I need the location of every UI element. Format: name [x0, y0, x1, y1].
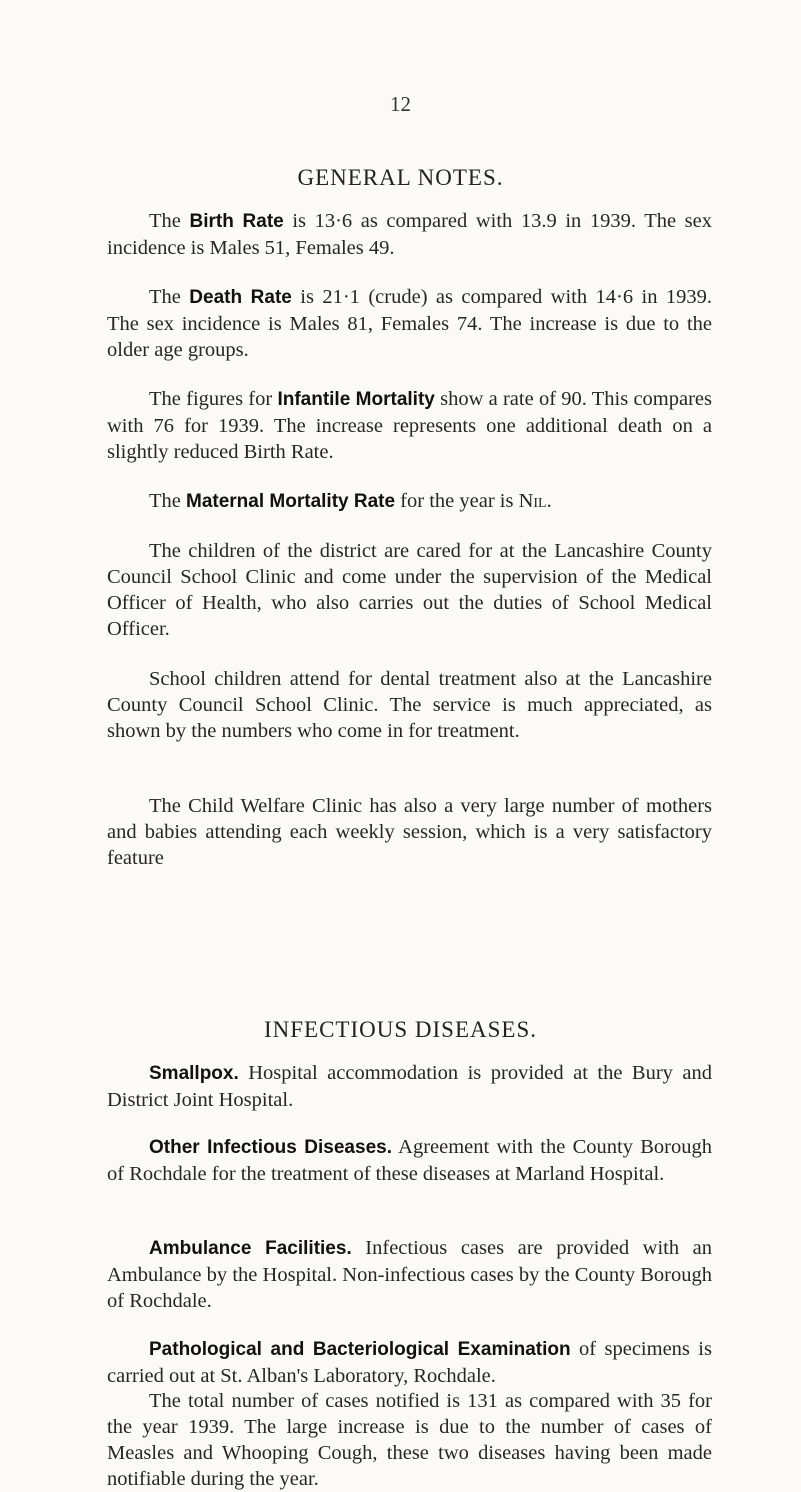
ambulance-label: Ambulance Facilities.: [149, 1238, 352, 1259]
school-clinic-paragraph: The children of the district are cared for at the Lancashire County Council School Clinic and come under the supervision of the Medical Officer of Health, who also carries out the duties of School Medical Officer.: [107, 540, 712, 640]
child-welfare-paragraph: The Child Welfare Clinic has also a very large number of mothers and babies attending each weekly session, which is a very satisfactory feature: [107, 795, 712, 869]
birth-rate-label: Birth Rate: [189, 211, 284, 232]
pathological-label: Pathological and Bacteriological Examination: [149, 1339, 571, 1360]
other-infectious-label: Other Infectious Diseases.: [149, 1137, 392, 1158]
birth-rate-paragraph: The Birth Rate is 13·6 as compared with 13.9 in 1939. The sex incidence is Males 51, Females 49.: [107, 210, 712, 259]
ambulance-paragraph: Ambulance Facilities. Infectious cases are provided with an Ambulance by the Hospital. Non-infectious cases by the County Borough of Rochdale.: [107, 1237, 712, 1312]
death-rate-paragraph: The Death Rate is 21·1 (crude) as compared with 14·6 in 1939. The sex incidence is Males 81, Females 74. The increase is due to the older age groups.: [107, 286, 713, 361]
death-rate-label: Death Rate: [189, 287, 292, 308]
dental-treatment-paragraph: School children attend for dental treatment also at the Lancashire County Council School Clinic. The service is much appreciated, as shown by the numbers who come in for treatment.: [107, 668, 712, 742]
smallpox-paragraph: Smallpox. Hospital accommodation is provided at the Bury and District Joint Hospital.: [107, 1062, 712, 1111]
maternal-mortality-label: Maternal Mortality Rate: [186, 491, 396, 512]
smallpox-label: Smallpox.: [149, 1063, 239, 1084]
pathological-paragraph: Pathological and Bacteriological Examination of specimens is carried out at St. Alban's Laboratory, Rochdale.: [107, 1338, 712, 1387]
page-number: 12: [390, 92, 411, 116]
infantile-mortality-label: Infantile Mortality: [277, 389, 435, 410]
infectious-diseases-heading: INFECTIOUS DISEASES.: [263, 1017, 538, 1042]
maternal-mortality-paragraph: The Maternal Mortality Rate for the year is Nil.: [149, 490, 552, 512]
infantile-mortality-paragraph: The figures for Infantile Mortality show a rate of 90. This compares with 76 for 1939. The increase represents one additional death on a slightly reduced Birth Rate.: [107, 388, 712, 463]
nil-value: Nil.: [518, 490, 552, 512]
general-notes-heading: GENERAL NOTES.: [297, 165, 504, 190]
total-cases-paragraph: The total number of cases notified is 131 as compared with 35 for the year 1939. The large increase is due to the number of cases of Measles and Whooping Cough, these two diseases having been made notifiable during the year.: [107, 1390, 712, 1490]
other-infectious-paragraph: Other Infectious Diseases. Agreement with the County Borough of Rochdale for the treatment of these diseases at Marland Hospital.: [107, 1136, 712, 1185]
